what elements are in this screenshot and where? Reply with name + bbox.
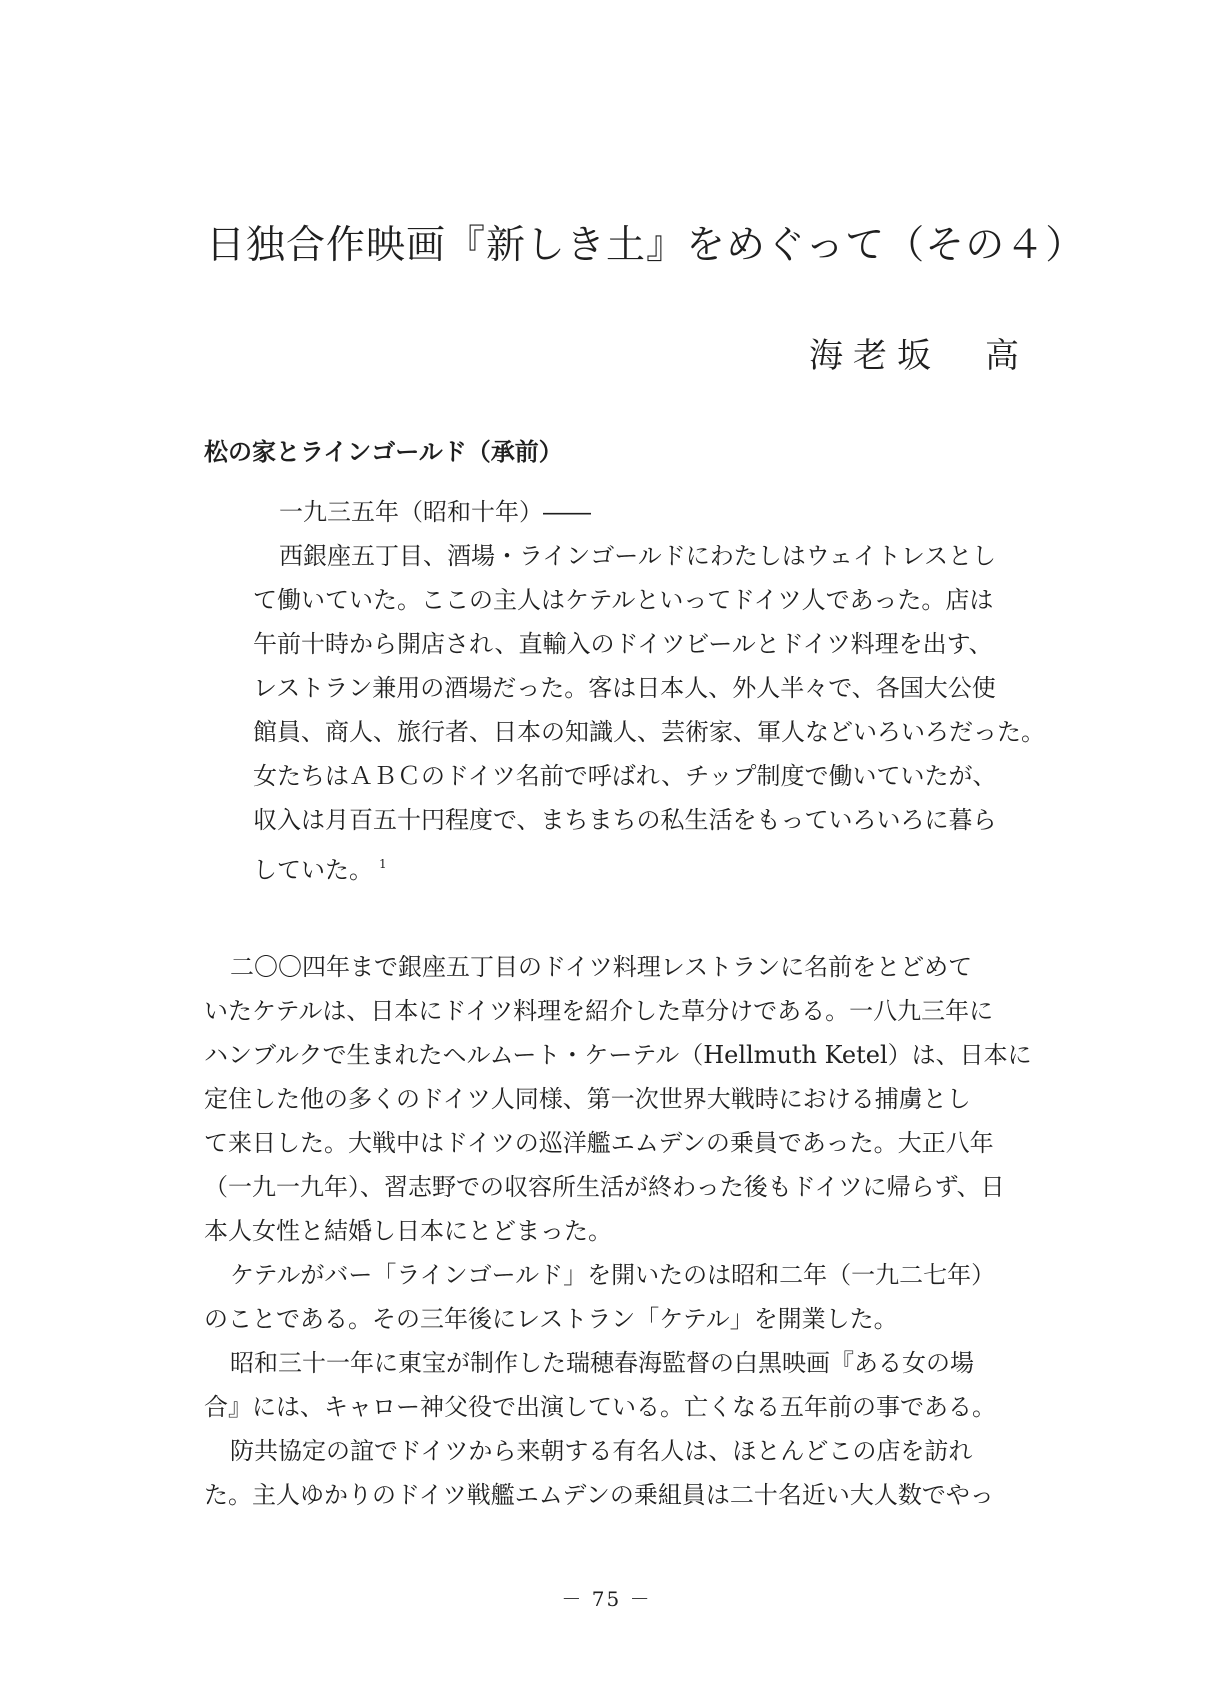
body-text — [204, 945, 1031, 1517]
quote-line: て働いていた。ここの主人はケテルといってドイツ人であった。店は — [253, 586, 994, 614]
quote-line: レストラン兼用の酒場だった。客は日本人、外人半々で、各国大公使 — [253, 674, 996, 702]
quote-line: 西銀座五丁目、酒場・ラインゴールドにわたしはウェイトレスとし — [279, 542, 997, 570]
body-line: 二〇〇四年まで銀座五丁目のドイツ料理レストランに名前をとどめて — [230, 953, 973, 981]
body-line: 定住した他の多くのドイツ人同様、第一次世界大戦時における捕虜とし — [204, 1085, 971, 1113]
quote-line: 館員、商人、旅行者、日本の知識人、芸術家、軍人などいろいろだった。 — [253, 718, 1045, 746]
body-line: （一九一九年）、習志野での収容所生活が終わった後もドイツに帰らず、日 — [204, 1173, 1005, 1201]
body-line: 本人女性と結婚し日本にとどまった。 — [204, 1217, 612, 1245]
body-line: いたケテルは、日本にドイツ料理を紹介した草分けである。一八九三年に — [204, 997, 994, 1025]
page-number: － 75 － — [561, 1587, 652, 1611]
quote-line: 午前十時から開店され、直輸入のドイツビールとドイツ料理を出す、 — [253, 630, 993, 658]
body-line: た。主人ゆかりのドイツ戦艦エムデンの乗組員は二十名近い大人数でやっ — [204, 1481, 994, 1509]
quote-line: していた。 — [253, 856, 373, 884]
quote-line: 収入は月百五十円程度で、まちまちの私生活をもっていろいろに暮ら — [253, 806, 997, 834]
body-line: 昭和三十一年に東宝が制作した瑞穂春海監督の白黒映画『ある女の場 — [230, 1349, 974, 1377]
body-line: ケテルがバー「ラインゴールド」を開いたのは昭和二年（一九二七年） — [230, 1261, 996, 1289]
footnote-mark[interactable]: 1 — [379, 857, 387, 871]
block-quote — [253, 490, 1045, 886]
body-line: 防共協定の誼でドイツから来朝する有名人は、ほとんどこの店を訪れ — [230, 1437, 973, 1465]
body-line: のことである。その三年後にレストラン「ケテル」を開業した。 — [204, 1305, 898, 1333]
section-heading: 松の家とラインゴールド（承前） — [204, 438, 563, 466]
author-name: 海老坂 高 — [809, 336, 1029, 376]
quote-last-line — [253, 842, 1031, 886]
body-line: 合』には、キャロー神父役で出演している。亡くなる五年前の事である。 — [204, 1393, 996, 1421]
body-line: ハンブルクで生まれたヘルムート・ケーテル（Hellmuth Ketel）は、日本に — [204, 1041, 1032, 1069]
article-title: 日独合作映画『新しき土』をめぐって（その４） — [206, 223, 1086, 268]
quote-line: 女たちはＡＢＣのドイツ名前で呼ばれ、チップ制度で働いていたが、 — [253, 762, 997, 790]
body-line: て来日した。大戦中はドイツの巡洋艦エムデンの乗員であった。大正八年 — [204, 1129, 994, 1157]
quote-date-line: 一九三五年（昭和十年）―― — [279, 498, 591, 526]
